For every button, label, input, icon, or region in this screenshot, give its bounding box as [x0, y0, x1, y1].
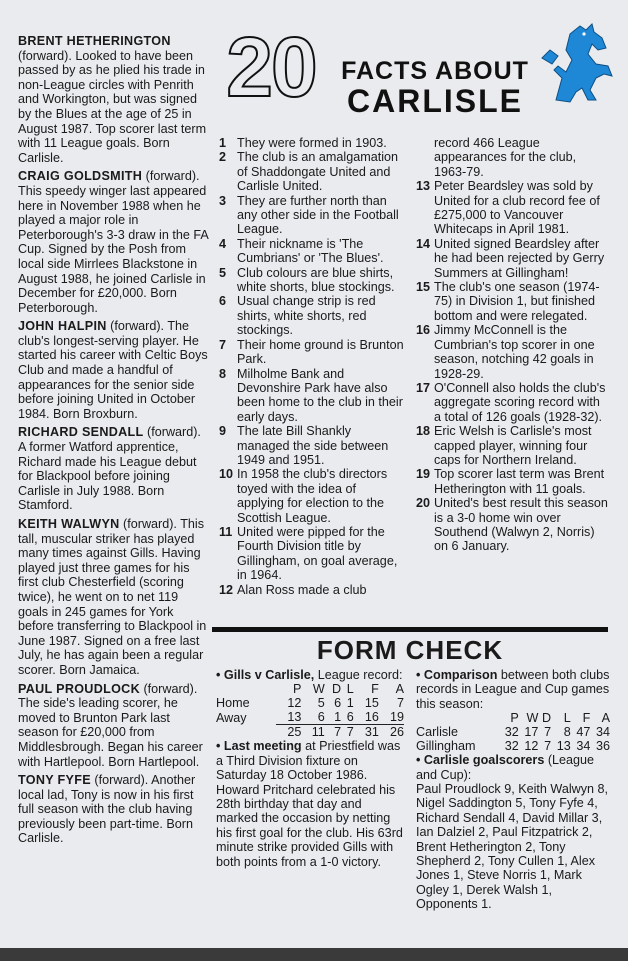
fact-item	[219, 367, 406, 425]
scorers-heading	[416, 753, 610, 782]
big-number-20: 20	[226, 20, 316, 114]
table-header-row	[216, 682, 404, 696]
player-bio: (forward). Another local lad, Tony is now in his first full season with the club having previously been part-time. Born Carlisle.	[18, 773, 196, 846]
table-row	[416, 739, 610, 753]
form-check-column-1	[216, 668, 404, 869]
player-profile	[18, 319, 210, 421]
col-header: W	[526, 711, 539, 726]
fact-number: 17	[416, 380, 431, 395]
cell: 7	[334, 725, 342, 740]
fact-number: 5	[219, 265, 227, 280]
cell: 1	[346, 696, 354, 711]
fact-text: Top scorer last term was Brent Hetherington with 11 goals.	[434, 467, 605, 496]
player-name: KEITH WALWYN	[18, 517, 120, 531]
row-label: Home	[216, 696, 250, 711]
fact-number: 10	[219, 467, 234, 482]
fact-number: 8	[219, 366, 227, 381]
record-heading-rest: League record:	[317, 668, 403, 682]
row-label: Gillingham	[416, 739, 476, 754]
comparison-bold: Comparison	[423, 668, 498, 682]
col-header: P	[510, 711, 519, 726]
fact-number: 7	[219, 337, 227, 352]
player-profile	[18, 425, 210, 513]
fact-text: Usual change strip is red shirts, white shorts, red stockings.	[237, 294, 376, 338]
player-name: JOHN HALPIN	[18, 319, 107, 334]
cell: 7	[544, 739, 552, 754]
bullet-icon: •	[416, 668, 421, 682]
cell: 13	[556, 739, 571, 754]
cell: 34	[595, 725, 610, 740]
fact-text: The club's one season (1974-75) in Division 1, but finished bottom and were relegated.	[434, 280, 600, 323]
fact-text: Eric Welsh is Carlisle's most capped player, winning four caps for Northern Ireland.	[434, 424, 592, 467]
cell: 11	[311, 725, 325, 740]
record-heading	[216, 668, 404, 682]
fact-item	[416, 496, 610, 554]
cell: 5	[317, 696, 325, 711]
scorers-bold: Carlisle goalscorers	[423, 753, 545, 768]
fact-text: United's best result this season is a 3-0 home win over Southend (Walwyn 2, Norris) on 6 January.	[434, 496, 608, 554]
fact-text: In 1958 the club's directors toyed with the idea of applying for election to the Scottish League.	[237, 467, 388, 525]
row-label: Carlisle	[416, 725, 458, 740]
col-header: D	[332, 682, 342, 697]
fact-text: Alan Ross made a club	[237, 582, 367, 597]
fact-text: United were pipped for the Fourth Division title by Gillingham, on goal average, in 1964.	[237, 524, 398, 583]
record-heading-bold: Gills v Carlisle,	[223, 668, 315, 682]
section-divider	[212, 627, 608, 632]
fact-text: Peter Beardsley was sold by United for a club record fee of £275,000 to Vancouver Whitecaps in April 1981.	[434, 179, 600, 237]
fact-text: Club colours are blue shirts, white shorts, blue stockings.	[237, 265, 395, 295]
fact-text: They were formed in 1903.	[237, 136, 387, 150]
fact-item	[416, 179, 610, 237]
cell: 26	[389, 725, 404, 740]
fact-number: 9	[219, 424, 227, 439]
facts-title-line2: CARLISLE	[347, 83, 523, 119]
fact-item	[219, 194, 406, 237]
fact-number: 12	[219, 582, 234, 597]
cell: 16	[354, 710, 379, 725]
last-meeting-bold: Last meeting	[223, 739, 302, 754]
fact-text: O'Connell also holds the club's aggregate scoring record with a total of 126 goals (1928-32).	[434, 380, 606, 424]
cell: 7	[346, 725, 354, 740]
player-profile	[18, 169, 210, 315]
player-name: BRENT HETHERINGTON	[18, 34, 171, 48]
cell: 13	[276, 710, 301, 725]
cell: 12	[524, 739, 539, 754]
cell: 47	[576, 725, 591, 740]
fact-number: 6	[219, 294, 227, 309]
table-row	[216, 696, 404, 710]
player-bio: (forward). A former Watford apprentice, Richard made his League debut for Blackpool before joining Carlisle in July 1988. Born Stamford.	[18, 425, 201, 513]
cell: 36	[595, 739, 610, 754]
fact-number: 16	[416, 323, 431, 338]
fact-text: Their nickname is 'The Cumbrians' or 'The Blues'.	[237, 236, 384, 266]
facts-title	[335, 57, 535, 117]
fact-item	[219, 294, 406, 337]
cell: 6	[301, 710, 324, 725]
player-profiles	[18, 34, 210, 850]
fact-number: 20	[416, 496, 431, 511]
player-bio: (forward). The club's longest-serving player. He started his career with Celtic Boys Club and made a handful of appearances for the senior side before joining United in October 1984. Born Broxburn.	[18, 319, 208, 421]
cell: 31	[364, 725, 379, 740]
fact-number: 19	[416, 467, 431, 482]
fact-item	[416, 381, 610, 424]
fact-item	[416, 467, 610, 496]
row-label	[216, 725, 276, 740]
fact-item	[219, 424, 406, 467]
fact-number: 11	[219, 524, 233, 539]
facts-column-1	[219, 136, 406, 597]
cell: 7	[544, 725, 552, 740]
cell: 32	[504, 725, 519, 740]
player-name: RICHARD SENDALL	[18, 425, 144, 440]
fact-text: United signed Beardsley after he had been rejected by Gerry Summers at Gillingham!	[434, 236, 605, 280]
fact-text: They are further north than any other side in the Football League.	[237, 193, 399, 237]
fact-item	[416, 280, 610, 323]
last-meeting-text: at Priestfield was a Third Division fixture on Saturday 18 October 1986. Howard Pritchard celebrated his 28th birthday that day and marked the occasion by netting his first goal for the club. His 63rd minute strike provided Gills with both points from a 1-0 victory.	[216, 739, 403, 869]
player-bio: (forward). This speedy winger last appeared here in November 1988 when he played a major role in Peterborough's 3-3 draw in the FA Cup. Signed by the Posh from local side Mirrlees Blackstone in August 1988, he joined Carlisle in December for £20,000. Born Peterborough.	[18, 169, 209, 315]
cell: 7	[396, 696, 404, 711]
player-name: PAUL PROUDLOCK	[18, 681, 140, 696]
comparison-table	[416, 711, 610, 753]
fact-item	[219, 467, 406, 525]
col-header: F	[371, 682, 379, 697]
comparison-heading	[416, 668, 610, 711]
table-header-row	[416, 711, 610, 725]
facts-column-2	[416, 136, 610, 554]
player-bio: (forward). The side's leading scorer, he moved to Brunton Park last season for £20,000 from Middlesbrough. Began his career with Hartlepool. Born Hartlepool.	[18, 681, 203, 769]
fact-item	[219, 136, 406, 150]
col-header: L	[563, 711, 571, 726]
cell: 34	[576, 739, 591, 754]
horse-crest-icon	[536, 20, 616, 110]
fact-item	[219, 150, 406, 193]
fact-item	[219, 583, 406, 597]
col-header: P	[292, 682, 302, 697]
fact-text: Milholme Bank and Devonshire Park have also been home to the club in their early days.	[237, 366, 403, 424]
last-meeting	[216, 739, 404, 869]
bullet-icon: •	[416, 753, 421, 768]
fact-item	[219, 525, 406, 583]
fact-text: Their home ground is Brunton Park.	[237, 337, 404, 367]
fact-text: Jimmy McConnell is the Cumbrian's top scorer in one season, notching 42 goals in 1928-29.	[434, 323, 595, 381]
fact-text: The late Bill Shankly managed the side between 1949 and 1951.	[237, 424, 389, 467]
fact-number: 18	[416, 424, 431, 439]
col-header: A	[395, 682, 404, 697]
scorers-heading-rest: (League and Cup):	[416, 753, 595, 782]
fact-text: The club is an amalgamation of Shaddongate United and Carlisle United.	[237, 150, 399, 194]
fact-number: 13	[416, 179, 431, 194]
table-total-row	[216, 725, 404, 740]
fact-item	[416, 237, 610, 280]
table-row	[416, 725, 610, 739]
cell: 6	[334, 696, 342, 711]
cell: 19	[379, 710, 404, 725]
col-header: F	[582, 711, 591, 726]
cell: 17	[524, 725, 539, 740]
fact-number: 1	[219, 136, 227, 150]
fact-number: 3	[219, 193, 227, 208]
fact-number: 14	[416, 236, 431, 251]
cell: 8	[563, 725, 571, 740]
fact-item	[219, 338, 406, 367]
player-name: TONY FYFE	[18, 773, 91, 788]
table-row	[216, 710, 404, 725]
fact-item	[416, 424, 610, 467]
cell: 32	[504, 739, 519, 754]
col-header: D	[542, 711, 552, 726]
cell: 15	[364, 696, 379, 711]
player-profile	[18, 773, 210, 846]
fact-item	[219, 237, 406, 266]
player-name: CRAIG GOLDSMITH	[18, 169, 143, 184]
fact-item	[219, 266, 406, 295]
cell: 25	[287, 725, 302, 740]
league-record-table	[216, 682, 404, 739]
player-profile	[18, 682, 210, 770]
col-header: A	[601, 711, 610, 726]
player-bio: (forward). Looked to have been passed by as he plied his trade in non-League circles with Penrith and Workington, but was signed by the Blues at the age of 25 in August 1987. Top scorer last term with 11 League goals. Born Carlisle.	[18, 48, 207, 165]
bullet-icon: •	[216, 668, 221, 682]
fact-number: 2	[219, 150, 227, 165]
form-check-column-2	[416, 668, 610, 912]
bullet-icon: •	[216, 739, 221, 754]
fact-continuation: record 466 League appearances for the club, 1963-79.	[434, 136, 577, 179]
fact-number: 4	[219, 236, 227, 251]
row-label: Away	[216, 710, 247, 725]
cell: 6	[341, 710, 354, 725]
player-profile	[18, 517, 210, 678]
cell: 1	[325, 710, 341, 725]
fact-item	[416, 323, 610, 381]
comparison-text: between both clubs records in League and Cup games this season:	[416, 668, 610, 711]
col-header: W	[312, 682, 325, 697]
form-check-title: FORM CHECK	[316, 635, 504, 665]
col-header: L	[346, 682, 354, 697]
scorers-list: Paul Proudlock 9, Keith Walwyn 8, Nigel Saddington 5, Tony Fyfe 4, Richard Sendall 4, David Millar 3, Ian Dalziel 2, Paul Fitzpatrick 2, Brent Hetherington 2, Tony Shepherd 2, Tony Cullen 1, Alex Jones 1, Steve Norris 1, Mark Ogley 1, Derek Walsh 1, Opponents 1.	[416, 782, 609, 912]
player-bio: (forward). This tall, muscular striker has played many times against Gills. Having played just three games for his first club Chesterfield (scoring twice), he went on to net 119 goals in 245 games for York before transferring to Blackpool in June 1987. Signed on a free last July, he has again been a regular scorer. Born Jamaica.	[18, 517, 207, 677]
facts-title-line1: FACTS ABOUT	[341, 57, 529, 85]
player-profile	[18, 34, 210, 165]
page-bottom-edge	[0, 948, 628, 961]
cell: 12	[287, 696, 302, 711]
fact-number: 15	[416, 280, 431, 295]
